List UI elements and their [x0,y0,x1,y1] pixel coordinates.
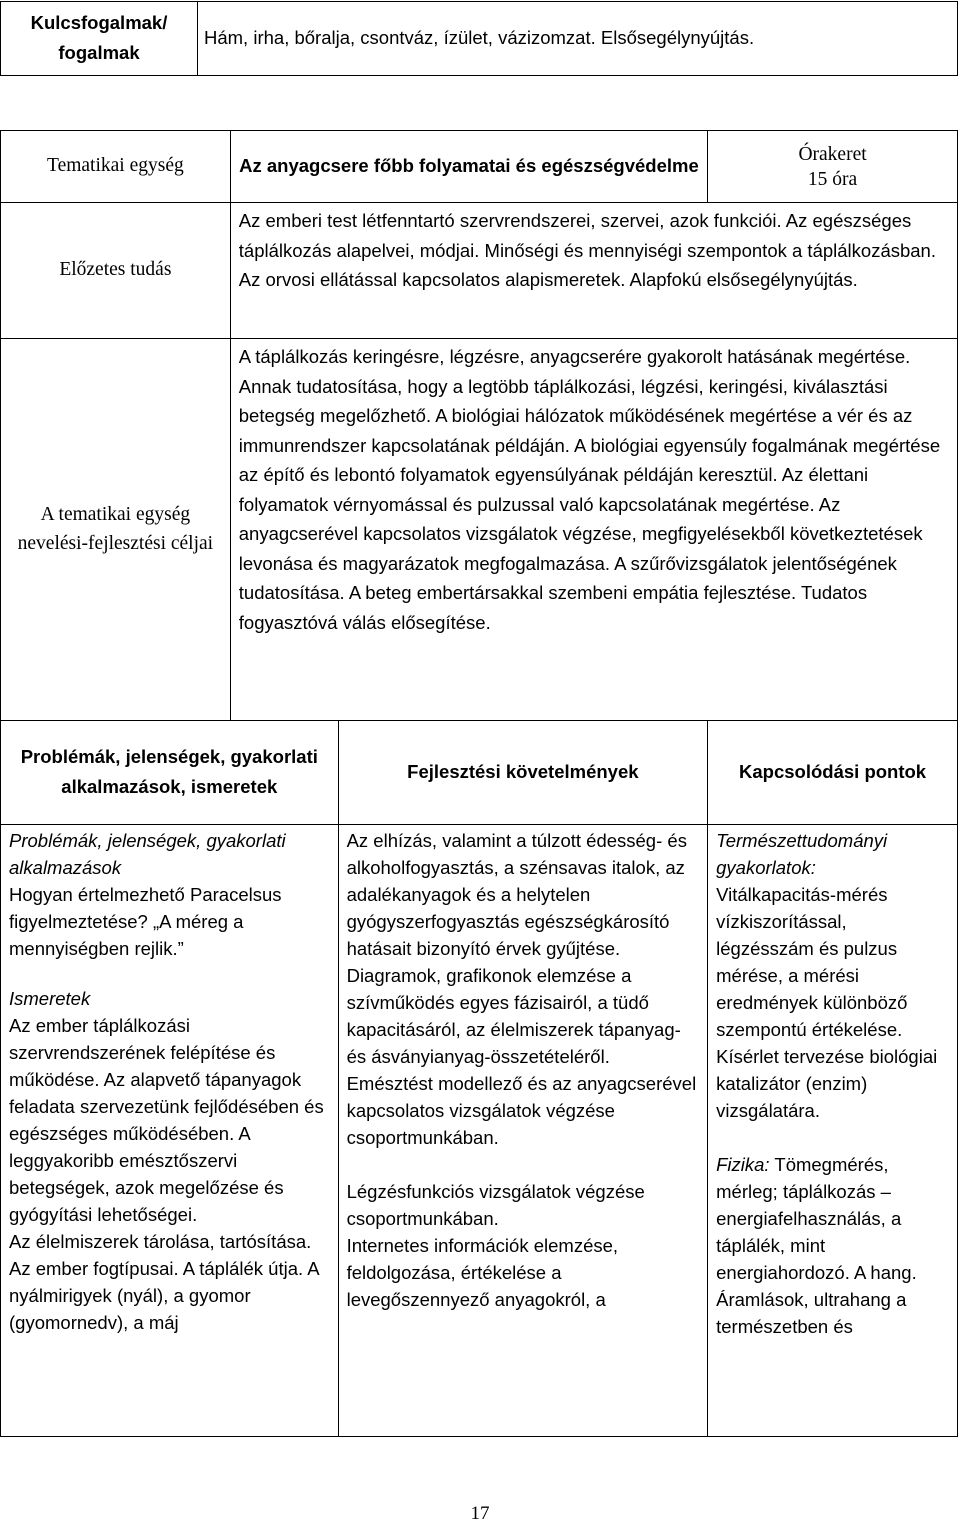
col1-storage-text: Az élelmiszerek tárolása, tartósítása. [9,1231,312,1252]
hours-cell [708,131,958,203]
prior-knowledge-text: Az emberi test létfenntartó szervrendszerei, szervei, azok funkciói. Az egészséges táplálkozás alapelvei, módjai. Minőségi és mennyiségi szempontok a táplálkozásban. Az orvosi ellátással kapcsolatos alapismeretek. Alapfokú elsősegélynyújtás. [238,210,936,290]
col1-knowledge-text: Az ember táplálkozási szervrendszerének felépítése és működése. Az alapvető tápanyagok feladata szervezetünk fejlődésében és egészséges működésében. A leggyakoribb emésztőszervi betegségek, azok megelőzése és gyógyítási lehetőségei. [9,1015,324,1225]
col3-physics-text: Tömegmérés, mérleg; táplálkozás – energiafelhasználás, a táplálék, mint energiahordozó. A hang. Áramlások, ultrahang a természetben és [716,1154,917,1337]
col1-header: Problémák, jelenségek, gyakorlati alkalmazások, ismeretek [20,746,318,797]
prior-knowledge-label: Előzetes tudás [59,259,172,281]
goals-label-cell [1,339,231,721]
hours-label: Órakeret [798,143,867,165]
col1-heading-problems: Problémák, jelenségek, gyakorlati alkalmazások [9,830,286,878]
key-concepts-table [0,1,958,76]
key-concepts-label-cell [1,2,198,76]
col3-header-cell [708,721,958,825]
col2-header: Fejlesztési követelmények [407,760,639,782]
col2-header-cell [338,721,708,825]
col3-science-text: Vitálkapacitás-mérés vízkiszorítással, légzésszám és pulzus mérése, a mérési eredmények különböző szempontú értékelése. Kísérlet tervezése biológiai katalizátor (enzim) vizsgálatára. [716,884,938,1121]
key-concepts-label: Kulcsfogalmak/ fogalmak [30,12,168,63]
col1-heading-knowledge: Ismeretek [9,988,91,1009]
col3-physics-block [716,1151,949,1340]
col3-heading-physics: Fizika: [716,1154,770,1175]
key-concepts-value-cell [198,2,958,76]
unit-table [0,130,958,1437]
unit-label: Tematikai egység [47,155,184,177]
col2-p1: Az elhízás, valamint a túlzott édesség- és alkoholfogyasztás, a szénsavas italok, az adalékanyagok és a helytelen gyógyszerfogyasztás egészségkárosító hatásait bizonyító érvek gyűjtése. [346,830,687,959]
prior-knowledge-cell [230,203,957,339]
unit-title-cell [230,131,707,203]
col3-heading-science: Természettudományi gyakorlatok: [716,830,888,878]
col2-p2: Diagramok, grafikonok elemzése a szívműködés egyes fázisairól, a tüdő kapacitásáról, az élelmiszerek tápanyag- és ásványianyag-összetételéről. [346,965,681,1067]
goals-text: A táplálkozás keringésre, légzésre, anyagcserére gyakorolt hatásának megértése. Annak tudatosítása, hogy a legtöbb táplálkozási, légzési, keringési, kiválasztási betegség megelőzhető. A biológiai hálózatok működésének megértése a vér és az immunrendszer kapcsolatának példáján. A biológiai egyensúly fogalmának megértése az építő és lebontó folyamatok egyensúlyának példáján keresztül. Az élettani folyamatok vérnyomással és pulzussal való kapcsolatának megértése. Az anyagcserével kapcsolatos vizsgálatok végzése, megfigyelésekből következtetések levonása és magyarázatok megfogalmazása. A szűrővizsgálatok jelentőségének tudatosítása. A beteg embertársakkal szembeni empátia fejlesztése. Tudatos fogyasztóvá válás elősegítése. [238,346,941,633]
col1-content-cell [1,825,339,1437]
goals-label: A tematikai egység nevelési-fejlesztési céljai [17,504,214,554]
col2-p5: Internetes információk elemzése, feldolgozása, értékelése a levegőszennyező anyagokról, a [346,1235,619,1310]
col1-header-cell [1,721,339,825]
col2-content-cell [338,825,708,1437]
col3-header: Kapcsolódási pontok [739,760,927,782]
prior-knowledge-label-cell [1,203,231,339]
key-concepts-value: Hám, irha, bőralja, csontváz, ízület, vázizomzat. Elsősegélynyújtás. [204,26,755,48]
goals-cell [230,339,957,721]
col2-p4: Légzésfunkciós vizsgálatok végzése csoportmunkában. [346,1181,645,1229]
col1-teeth-text: Az ember fogtípusai. A táplálék útja. A nyálmirigyek (nyál), a gyomor (gyomornedv), a máj [9,1258,319,1333]
col2-p3: Emésztést modellező és az anyagcserével kapcsolatos vizsgálatok végzése csoportmunkában. [346,1073,697,1148]
unit-label-cell [1,131,231,203]
unit-title: Az anyagcsere főbb folyamatai és egészségvédelme [239,154,699,176]
page-number: 17 [470,1503,490,1524]
hours-value: 15 óra [807,168,858,190]
col3-content-cell [708,825,958,1437]
col1-paracelsus-text: Hogyan értelmezhető Paracelsus figyelmeztetése? „A méreg a mennyiségben rejlik.” [9,884,282,959]
